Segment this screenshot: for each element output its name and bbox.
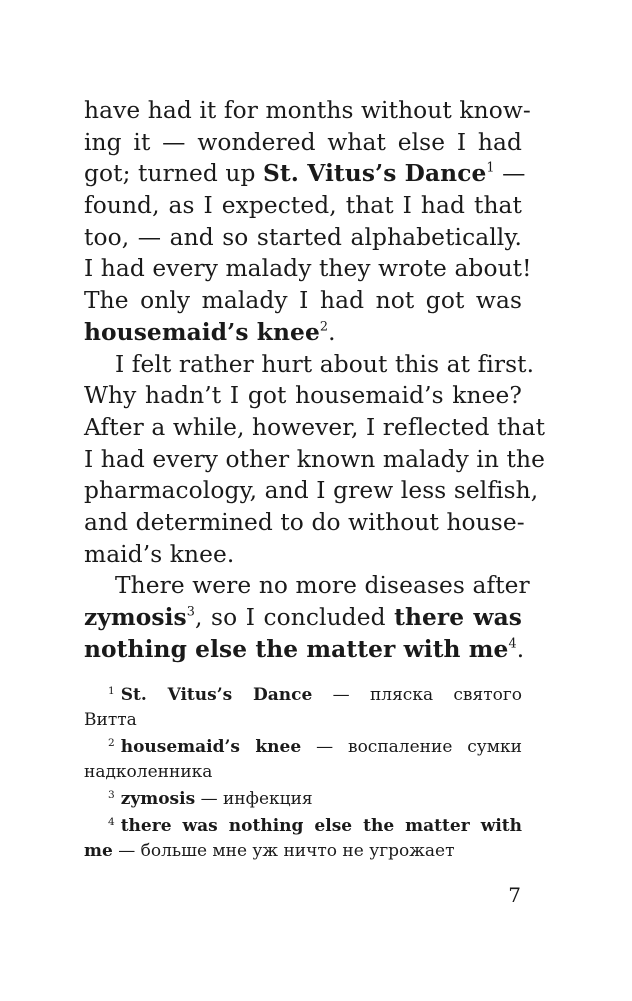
text-line: found, as I expected, that I had that [84, 192, 522, 220]
text-line: maid’s knee. [84, 540, 235, 568]
glossary-term: there was [394, 604, 522, 631]
glossary-term: housemaid’s knee [84, 318, 320, 346]
footnote-ref: 2 [319, 319, 329, 335]
footnote [84, 683, 522, 733]
text-line: ing it — wondered what else I had [84, 128, 522, 156]
footnote-term: St. Vitus’s Dance [120, 685, 313, 705]
text-line: The only malady I had not got was [84, 287, 522, 315]
page-number: 7 [508, 883, 521, 907]
footnote-translation: надколенника [84, 762, 213, 782]
text-line: nothing else the matter with $me^4$. [84, 635, 525, 663]
footnote-number: 2 [108, 736, 115, 749]
footnote-translation: Витта [84, 710, 137, 730]
text-line: Why hadn’t I got housemaid’s knee? [84, 382, 522, 410]
text-line: After a while, however, I reflected that [84, 413, 546, 441]
footnote-ref: 1 [486, 160, 495, 176]
text-line: zymosis$^3$, so I concluded there was [84, 604, 522, 631]
text-line: and determined to do without house- [84, 508, 525, 536]
text-line: I had every other known malady in the [84, 445, 545, 473]
footnote [84, 735, 522, 785]
text-line: I had every malady they wrote about! [84, 255, 532, 283]
footnote-term: zymosis [120, 789, 196, 809]
footnote [84, 814, 522, 864]
footnote-number: 3 [108, 788, 115, 801]
glossary-term: St. Vitus’s Dance [263, 160, 487, 188]
text-line: pharmacology, and I grew less selfish, [84, 477, 539, 505]
text-line: housemaid’s knee$^2$. [84, 318, 336, 346]
footnote-term: there was nothing else the matter with [120, 816, 522, 836]
text-line: I felt rather hurt about this at first. [115, 350, 535, 378]
glossary-term: nothing else the matter with me [84, 635, 509, 663]
text-line: have had it for months without know- [84, 97, 531, 124]
text-line: There were no more diseases after [115, 572, 530, 600]
footnote [84, 787, 522, 812]
text-line: got; turned up St. Vitus’s Dance$^1$ — [84, 160, 526, 188]
glossary-term: zymosis [84, 604, 187, 631]
footnote-ref: 3 [186, 604, 195, 620]
footnote-ref: 4 [508, 636, 517, 652]
footnote-translation: — воспаление сумки [301, 737, 522, 757]
main-text [84, 95, 546, 665]
footnotes [84, 683, 522, 866]
footnote-translation: — больше мне уж ничто не угрожает [112, 841, 455, 861]
footnote-term: me [84, 841, 113, 861]
paragraph-2 [84, 349, 546, 571]
footnote-number: 4 [108, 815, 115, 828]
footnote-translation: — пляска святого [312, 685, 522, 705]
footnote-term: housemaid’s knee [120, 737, 302, 757]
paragraph-1 [84, 95, 532, 349]
paragraph-3 [84, 570, 530, 665]
footnote-number: 1 [108, 684, 115, 697]
text-line: too, — and so started alphabetically. [84, 223, 522, 251]
footnote-translation: — инфекция [195, 789, 313, 809]
